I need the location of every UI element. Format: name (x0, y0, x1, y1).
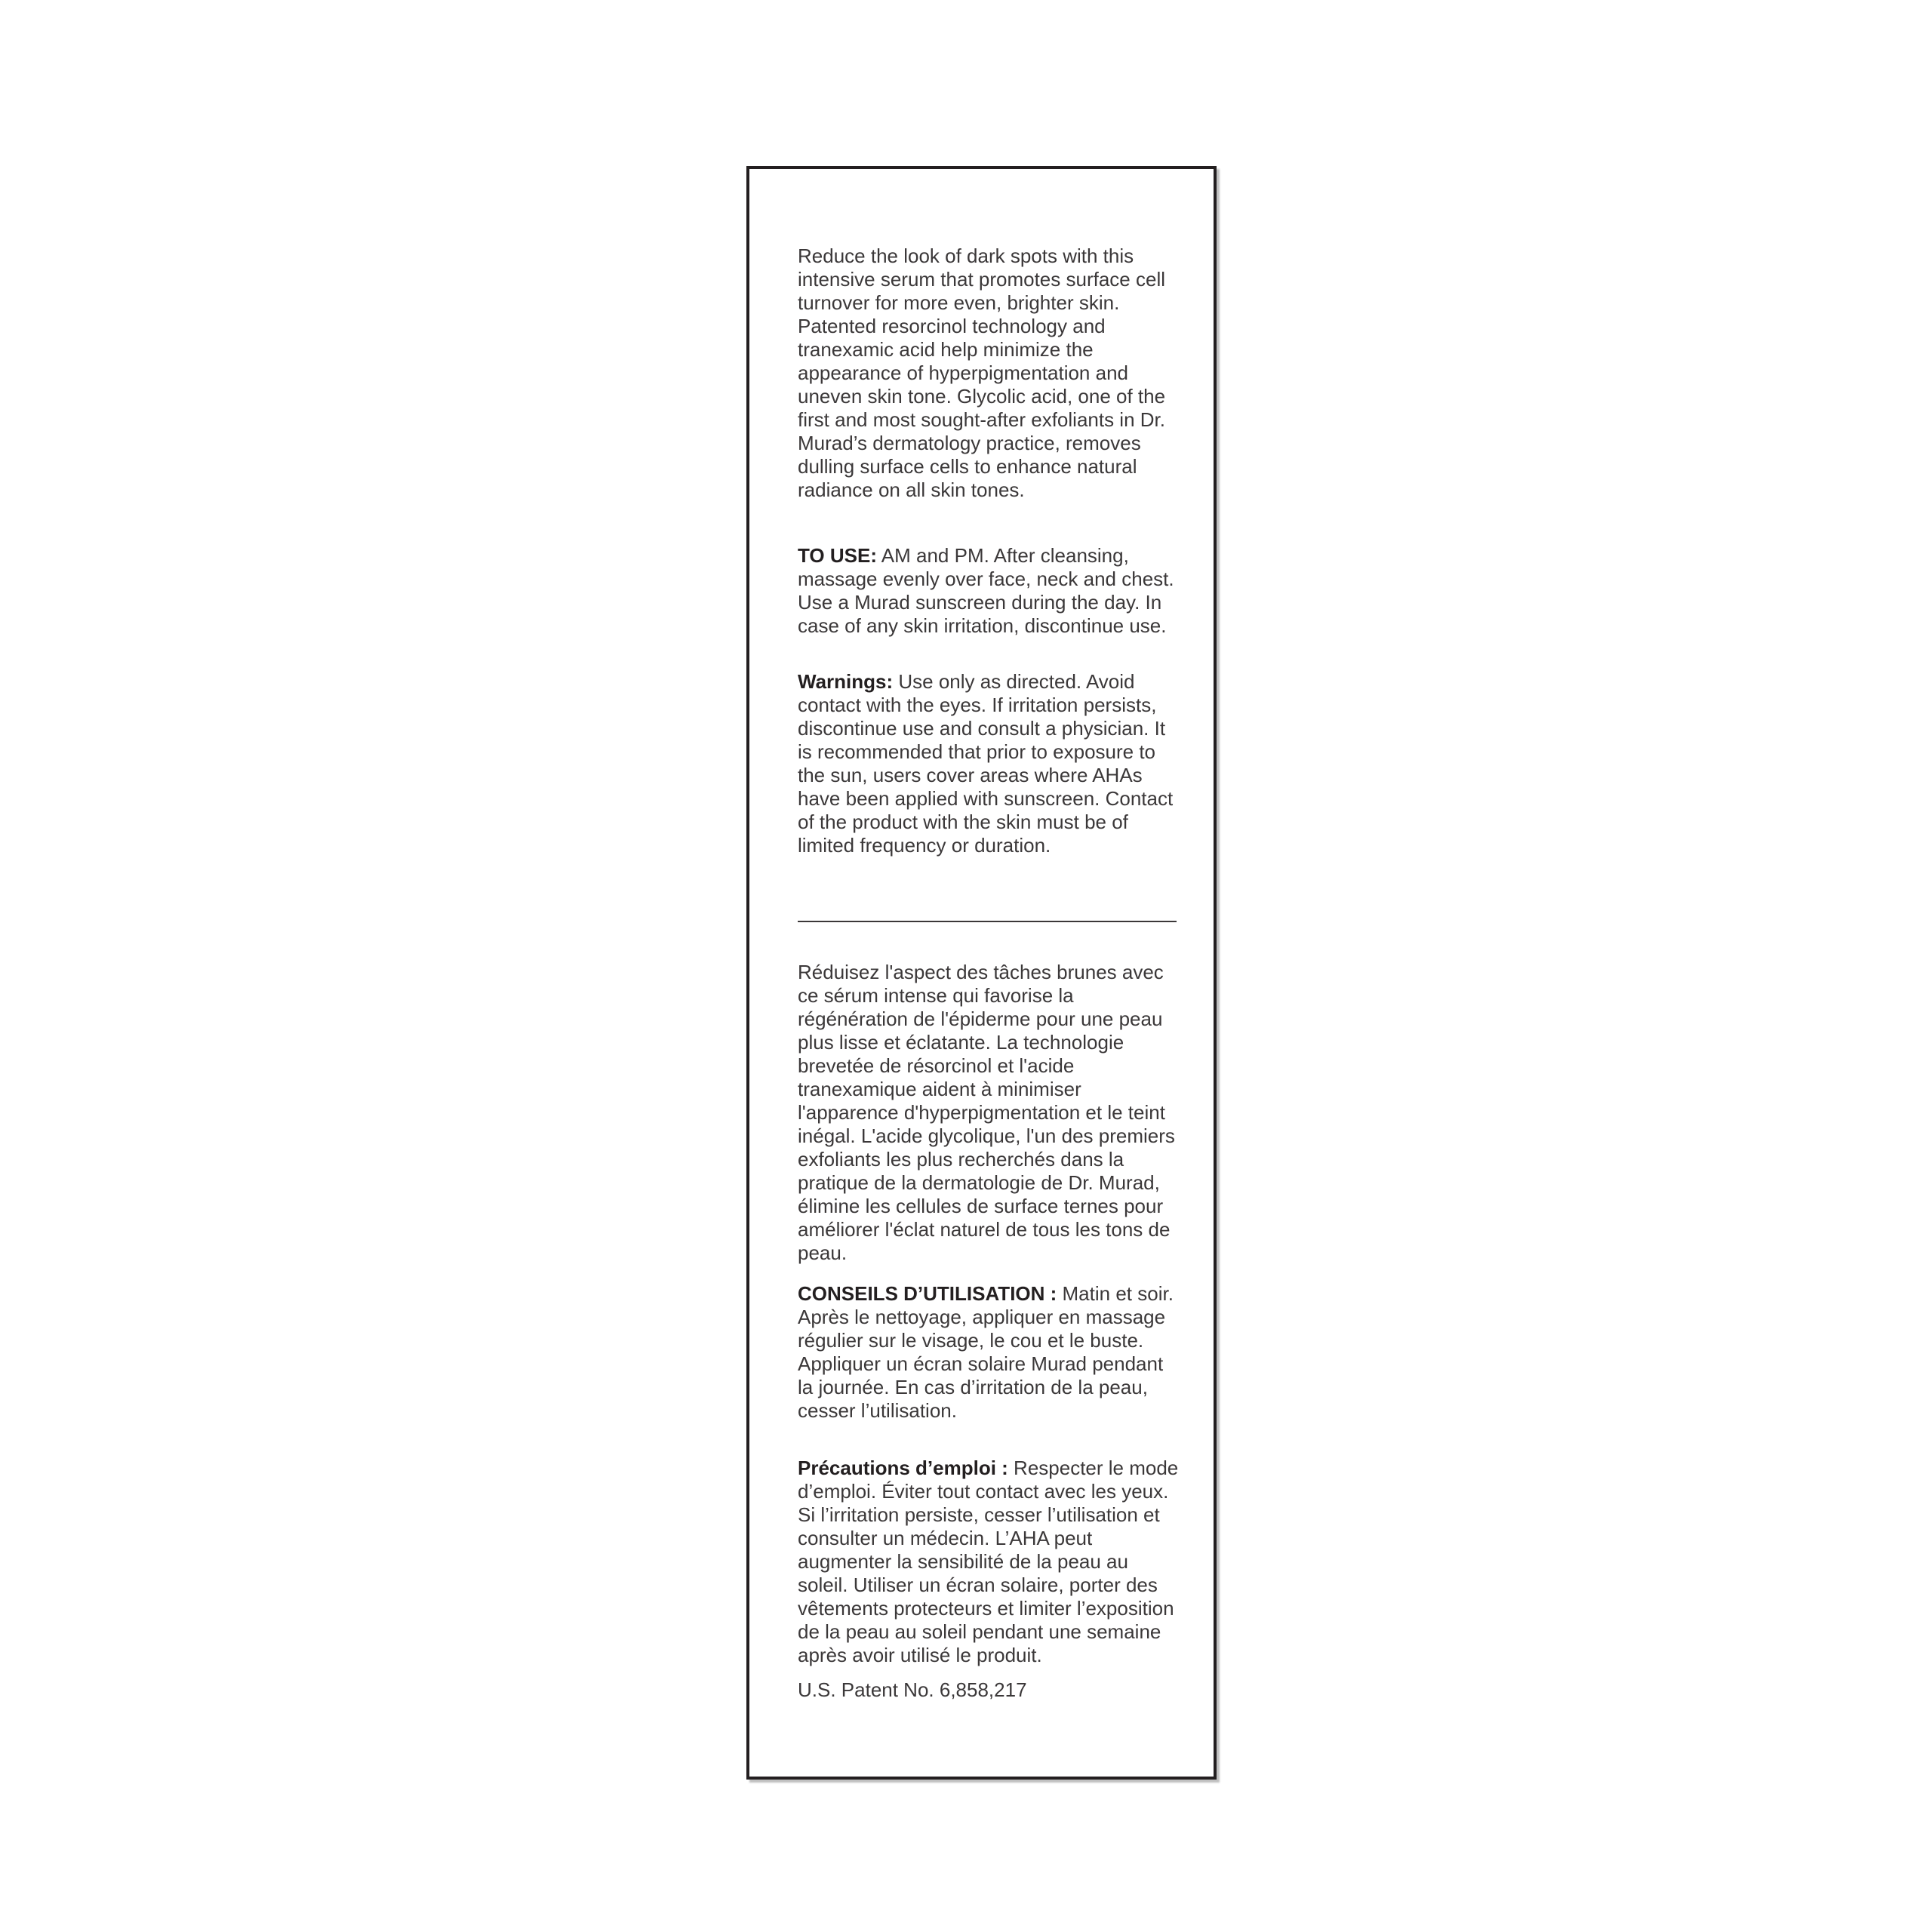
french-precautions-paragraph (798, 1457, 1183, 1667)
language-divider (798, 921, 1177, 922)
french-directions-label: CONSEILS D’UTILISATION : (798, 1282, 1057, 1305)
french-precautions-text: Respecter le mode d’emploi. Éviter tout contact avec les yeux. Si l’irritation persiste, cesser l’utilisation et consulter un médecin. L’AHA peut augmenter la sensibilité de la peau au soleil. Utiliser un écran solaire, porter des vêtements protecteurs et limiter l’exposition de la peau au soleil pendant une semaine après avoir utilisé le produit. (798, 1457, 1179, 1666)
english-intro-text: Reduce the look of dark spots with this intensive serum that promotes surface cell turnover for more even, brighter skin. Patented resorcinol technology and tranexamic acid help minimize the appearance of hyperpigmentation and uneven skin tone. Glycolic acid, one of the first and most sought-after exfoliants in Dr. Murad’s dermatology practice, removes dulling surface cells to enhance natural radiance on all skin tones. (798, 245, 1166, 501)
english-description (798, 245, 1183, 502)
english-warnings (798, 670, 1183, 857)
patent-text: U.S. Patent No. 6,858,217 (798, 1678, 1027, 1701)
english-warnings-paragraph (798, 670, 1183, 857)
product-label-panel (746, 166, 1217, 1780)
english-warnings-text: Use only as directed. Avoid contact with the eyes. If irritation persists, discontinue use and consult a physician. It is recommended that prior to exposure to the sun, users cover areas where AHAs have been applied with sunscreen. Contact of the product with the skin must be of limited frequency or duration. (798, 670, 1174, 857)
english-directions-paragraph (798, 544, 1183, 638)
patent-notice (798, 1678, 1183, 1702)
french-directions (798, 1282, 1183, 1423)
english-directions-text: AM and PM. After cleansing, massage evenly over face, neck and chest. Use a Murad sunscreen during the day. In case of any skin irritation, discontinue use. (798, 544, 1174, 637)
french-precautions-label: Précautions d’emploi : (798, 1457, 1008, 1479)
french-description (798, 961, 1183, 1265)
english-warnings-label: Warnings: (798, 670, 894, 693)
french-directions-paragraph (798, 1282, 1183, 1423)
french-directions-text: Matin et soir. Après le nettoyage, appliquer en massage régulier sur le visage, le cou et le buste. Appliquer un écran solaire Murad pendant la journée. En cas d’irritation de la peau, cesser l’utilisation. (798, 1282, 1174, 1422)
french-intro-text: Réduisez l'aspect des tâches brunes avec ce sérum intense qui favorise la régénération de l'épiderme pour une peau plus lisse et éclatante. La technologie brevetée de résorcinol et l'acide tranexamique aident à minimiser l'apparence d'hyperpigmentation et le teint inégal. L'acide glycolique, l'un des premiers exfoliants les plus recherchés dans la pratique de la dermatologie de Dr. Murad, élimine les cellules de surface ternes pour améliorer l'éclat naturel de tous les tons de peau. (798, 961, 1175, 1264)
english-directions (798, 544, 1183, 638)
english-directions-label: TO USE: (798, 544, 877, 567)
french-precautions (798, 1457, 1183, 1667)
